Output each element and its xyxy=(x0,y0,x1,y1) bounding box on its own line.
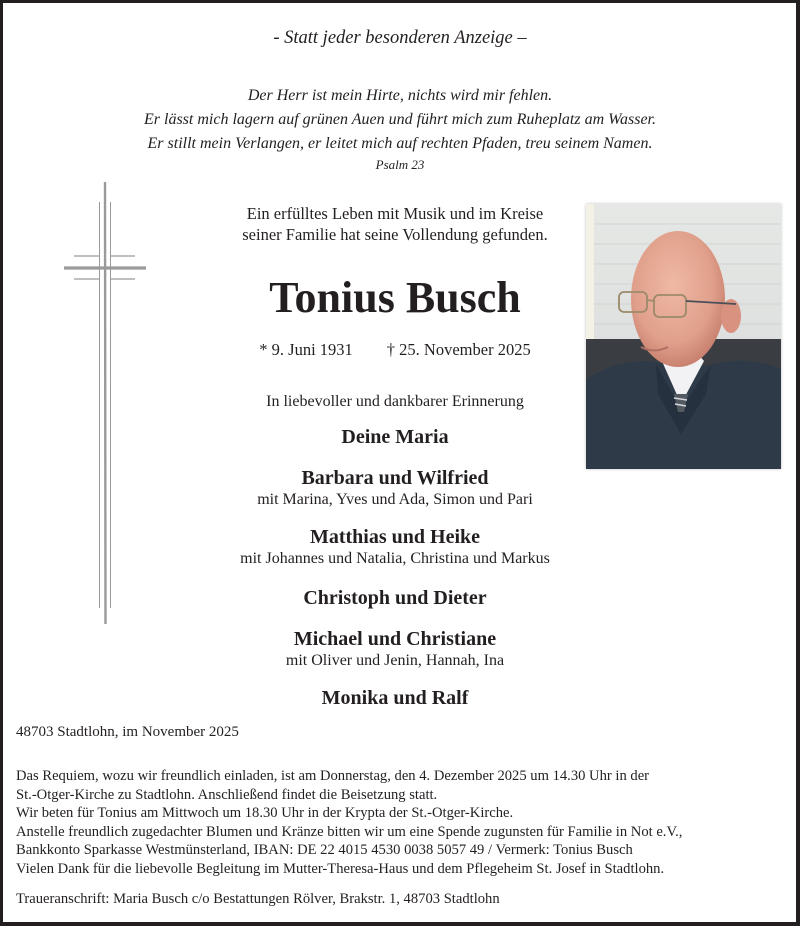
info-line: Anstelle freundlich zugedachter Blumen und Kränze bitten wir um eine Spende zugunsten für Familie in Not e.V., xyxy=(16,823,683,840)
place-date: 48703 Stadtlohn, im November 2025 xyxy=(16,724,239,740)
family-children: mit Johannes und Natalia, Christina und Markus xyxy=(240,550,550,567)
family-entry xyxy=(195,586,595,610)
family-children: mit Marina, Yves und Ada, Simon und Pari xyxy=(257,491,533,508)
header-note: - Statt jeder besonderen Anzeige – xyxy=(273,28,527,48)
funeral-information xyxy=(16,767,682,879)
family-entry xyxy=(195,425,595,449)
cross-icon xyxy=(60,178,150,628)
info-line: St.-Otger-Kirche zu Stadtlohn. Anschließend findet die Beisetzung statt. xyxy=(16,786,438,803)
tagline xyxy=(195,203,595,245)
info-line: Wir beten für Tonius am Mittwoch um 18.30 Uhr in der Krypta der St.-Otger-Kirche. xyxy=(16,805,514,822)
family-names: Michael und Christiane xyxy=(293,628,497,650)
family-names: Barbara und Wilfried xyxy=(301,467,489,489)
family-names: Matthias und Heike xyxy=(309,526,481,548)
info-line: Vielen Dank für die liebevolle Begleitung im Mutter-Theresa-Haus und dem Pflegeheim St. Josef in Stadtlohn. xyxy=(16,860,665,877)
family-children: mit Oliver und Jenin, Hannah, Ina xyxy=(285,652,505,669)
family-entry xyxy=(195,466,595,509)
info-line: Bankkonto Sparkasse Westmünsterland, IBAN: DE 22 4015 4530 0038 5057 49 / Vermerk: Tonius Busch xyxy=(16,842,633,859)
portrait-photo xyxy=(586,204,781,469)
psalm-line: Er stillt mein Verlangen, er leitet mich auf rechten Pfaden, treu seinem Namen. xyxy=(147,135,653,152)
psalm-line: Er lässt mich lagern auf grünen Auen und führt mich zum Ruheplatz am Wasser. xyxy=(144,111,656,128)
family-entry xyxy=(195,525,595,568)
info-line: Das Requiem, wozu wir freundlich einladen, ist am Donnerstag, den 4. Dezember 2025 um 14.30 Uhr in der xyxy=(16,768,650,784)
family-entry xyxy=(195,627,595,670)
mourning-address: Traueranschrift: Maria Busch c/o Bestattungen Rölver, Brakstr. 1, 48703 Stadtlohn xyxy=(16,891,500,907)
tagline-line: Ein erfülltes Leben mit Musik und im Kreise xyxy=(246,204,544,223)
portrait-image xyxy=(586,204,781,469)
family-names: Monika und Ralf xyxy=(321,687,469,709)
tagline-line: seiner Familie hat seine Vollendung gefunden. xyxy=(242,225,548,244)
family-names: Deine Maria xyxy=(341,426,449,448)
memory-line: In liebevoller und dankbarer Erinnerung xyxy=(266,393,524,410)
death-date: † 25. November 2025 xyxy=(386,340,531,359)
family-names: Christoph und Dieter xyxy=(303,587,487,609)
life-dates xyxy=(195,340,595,360)
psalm-line: Der Herr ist mein Hirte, nichts wird mir fehlen. xyxy=(247,87,553,104)
deceased-name: Tonius Busch xyxy=(269,273,521,322)
psalm-reference: Psalm 23 xyxy=(375,157,425,172)
family-entry xyxy=(195,686,595,710)
birth-date: * 9. Juni 1931 xyxy=(259,340,353,359)
psalm-quote xyxy=(0,84,800,174)
